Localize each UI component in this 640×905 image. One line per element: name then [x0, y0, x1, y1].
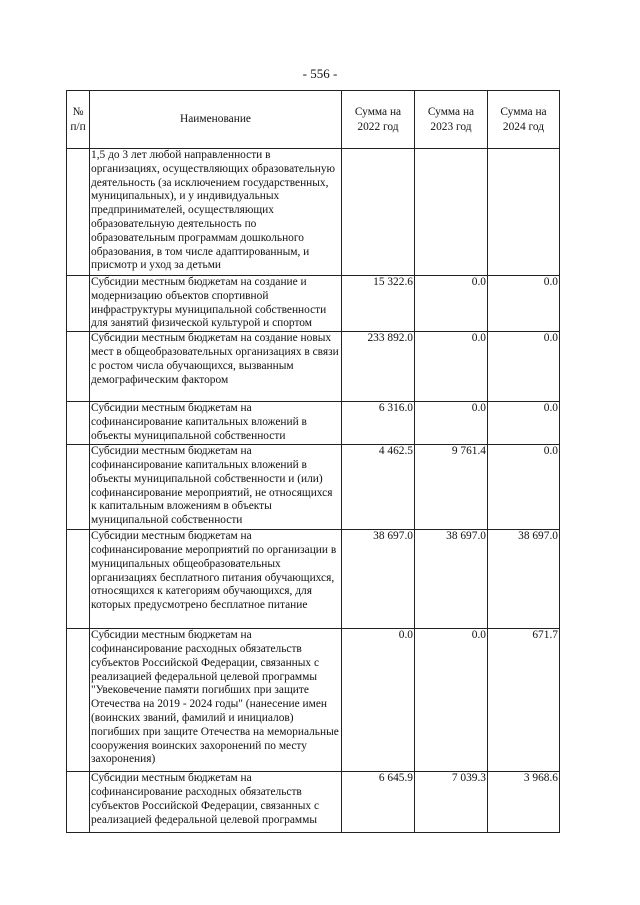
row-num	[67, 530, 90, 629]
row-sum-2024: 0.0	[488, 445, 560, 530]
row-name: Субсидии местным бюджетам на создание новых мест в общеобразовательных организациях в связи с ростом числа обучающихся, вызванным демографическим фактором	[90, 332, 342, 402]
row-num	[67, 629, 90, 772]
table-row	[67, 530, 560, 629]
row-sum-2022: 6 316.0	[342, 402, 415, 445]
row-sum-2024: 38 697.0	[488, 530, 560, 629]
row-num	[67, 772, 90, 833]
row-sum-2022: 4 462.5	[342, 445, 415, 530]
row-sum-2022: 38 697.0	[342, 530, 415, 629]
table-row	[67, 445, 560, 530]
row-num	[67, 445, 90, 530]
row-sum-2024: 0.0	[488, 402, 560, 445]
table-row	[67, 629, 560, 772]
row-sum-2023: 0.0	[415, 629, 488, 772]
row-name: Субсидии местным бюджетам на софинансирование мероприятий по организации в муниципальных общеобразовательных организациях бесплатного питания обучающихся, относящихся к категориям обучающихся, для которых предусмотрено бесплатное питание	[90, 530, 342, 629]
row-sum-2023: 0.0	[415, 276, 488, 332]
row-sum-2023: 0.0	[415, 332, 488, 402]
row-sum-2023: 7 039.3	[415, 772, 488, 833]
row-num	[67, 149, 90, 276]
table-row	[67, 276, 560, 332]
row-name: 1,5 до 3 лет любой направленности в организациях, осуществляющих образовательную деятельность (за исключением государственных, муниципальных), и у индивидуальных предпринимателей, осуществляющих образовательную деятельность по образовательным программам дошкольного образования, в том числе адаптированным, и присмотр и уход за детьми	[90, 149, 342, 276]
row-sum-2024: 3 968.6	[488, 772, 560, 833]
row-sum-2022: 15 322.6	[342, 276, 415, 332]
row-sum-2024: 0.0	[488, 332, 560, 402]
row-sum-2023: 0.0	[415, 402, 488, 445]
row-sum-2023: 38 697.0	[415, 530, 488, 629]
table-row	[67, 402, 560, 445]
row-sum-2022: 0.0	[342, 629, 415, 772]
row-name: Субсидии местным бюджетам на софинансирование расходных обязательств субъектов Российской Федерации, связанных с реализацией федеральной целевой программы	[90, 772, 342, 833]
header-num: № п/п	[67, 91, 90, 149]
header-sum-2024: Сумма на 2024 год	[488, 91, 560, 149]
row-sum-2023	[415, 149, 488, 276]
row-sum-2023: 9 761.4	[415, 445, 488, 530]
header-name: Наименование	[90, 91, 342, 149]
table-row	[67, 149, 560, 276]
row-name: Субсидии местным бюджетам на софинансирование капитальных вложений в объекты муниципальной собственности и (или) софинансирование мероприятий, не относящихся к капитальным вложениям в объекты муниципальной собственности	[90, 445, 342, 530]
header-sum-2022: Сумма на 2022 год	[342, 91, 415, 149]
row-sum-2022: 6 645.9	[342, 772, 415, 833]
row-name: Субсидии местным бюджетам на софинансирование капитальных вложений в объекты муниципальной собственности	[90, 402, 342, 445]
budget-table	[66, 90, 560, 833]
row-name: Субсидии местным бюджетам на создание и модернизацию объектов спортивной инфраструктуры муниципальной собственности для занятий физической культурой и спортом	[90, 276, 342, 332]
table-row	[67, 332, 560, 402]
header-sum-2023: Сумма на 2023 год	[415, 91, 488, 149]
row-sum-2024: 671.7	[488, 629, 560, 772]
row-sum-2024: 0.0	[488, 276, 560, 332]
row-sum-2022	[342, 149, 415, 276]
row-sum-2022: 233 892.0	[342, 332, 415, 402]
row-num	[67, 332, 90, 402]
page-number: - 556 -	[302, 66, 338, 81]
table-header-row	[67, 91, 560, 149]
table-row	[67, 772, 560, 833]
row-num	[67, 402, 90, 445]
row-name: Субсидии местным бюджетам на софинансирование расходных обязательств субъектов Российской Федерации, связанных с реализацией федеральной целевой программы "Увековечение памяти погибших при защите Отечества на 2019 - 2024 годы" (нанесение имен (воинских званий, фамилий и инициалов) погибших при защите Отечества на мемориальные сооружения воинских захоронений по месту захоронения)	[90, 629, 342, 772]
row-sum-2024	[488, 149, 560, 276]
row-num	[67, 276, 90, 332]
